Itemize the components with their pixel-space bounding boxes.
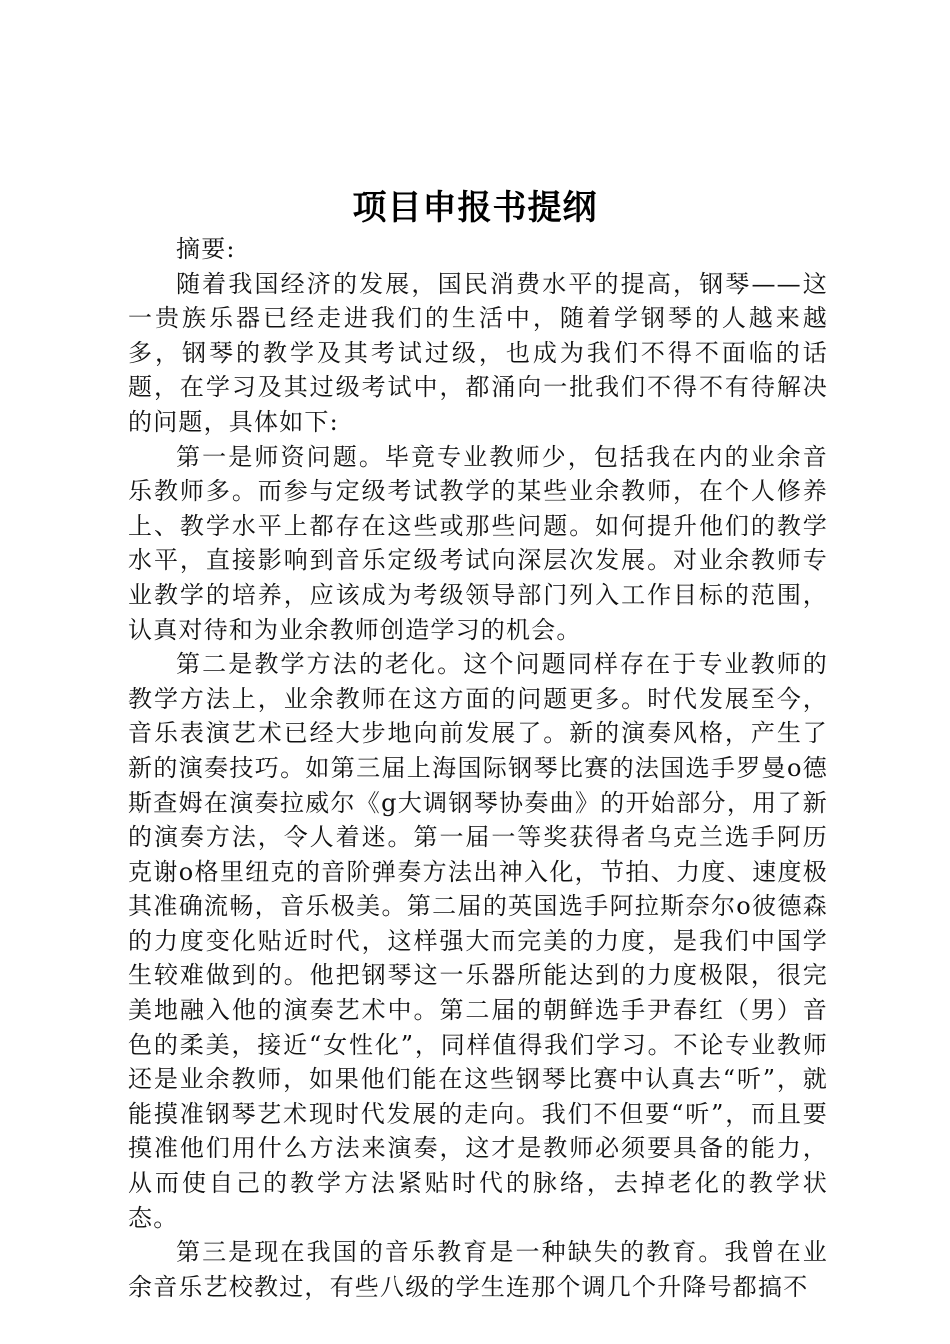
document-body xyxy=(128,232,828,1304)
body-paragraph: 第一是师资问题。毕竟专业教师少，包括我在内的业余音乐教师多。而参与定级考试教学的某些业余教师，在个人修养上、教学水平上都存在这些或那些问题。如何提升他们的教学水平，直接影响到音乐定级考试向深层次发展。对业余教师专业教学的培养，应该成为考级领导部门列入工作目标的范围，认真对待和为业余教师创造学习的机会。 xyxy=(128,442,828,644)
body-paragraph: 随着我国经济的发展，国民消费水平的提高，钢琴——这一贵族乐器已经走进我们的生活中，随着学钢琴的人越来越多，钢琴的教学及其考试过级，也成为我们不得不面临的话题，在学习及其过级考试中，都涌向一批我们不得不有待解决的问题，具体如下: xyxy=(128,269,828,436)
abstract-label: 摘要: xyxy=(176,235,236,263)
body-paragraph: 第三是现在我国的音乐教育是一种缺失的教育。我曾在业余音乐艺校教过，有些八级的学生连那个调几个升降号都搞不 xyxy=(128,1238,828,1301)
document-title: 项目申报书提纲 xyxy=(352,188,598,228)
body-paragraph: 第二是教学方法的老化。这个问题同样存在于专业教师的教学方法上，业余教师在这方面的问题更多。时代发展至今，音乐表演艺术已经大步地向前发展了。新的演奏风格，产生了新的演奏技巧。如第三届上海国际钢琴比赛的法国选手罗曼o德斯查姆在演奏拉威尔《g大调钢琴协奏曲》的开始部分，用了新的演奏方法，令人着迷。第一届一等奖获得者乌克兰选手阿历克谢o格里纽克的音阶弹奏方法出神入化，节拍、力度、速度极其准确流畅，音乐极美。第二届的英国选手阿拉斯奈尔o彼德森的力度变化贴近时代，这样强大而完美的力度，是我们中国学生较难做到的。他把钢琴这一乐器所能达到的力度极限，很完美地融入他的演奏艺术中。第二届的朝鲜选手尹春红（男）音色的柔美，接近“女性化”，同样值得我们学习。不论专业教师还是业余教师，如果他们能在这些钢琴比赛中认真去“听”，就能摸准钢琴艺术现时代发展的走向。我们不但要“听”，而且要摸准他们用什么方法来演奏，这才是教师必须要具备的能力，从而使自己的教学方法紧贴时代的脉络，去掉老化的教学状态。 xyxy=(128,650,828,1232)
